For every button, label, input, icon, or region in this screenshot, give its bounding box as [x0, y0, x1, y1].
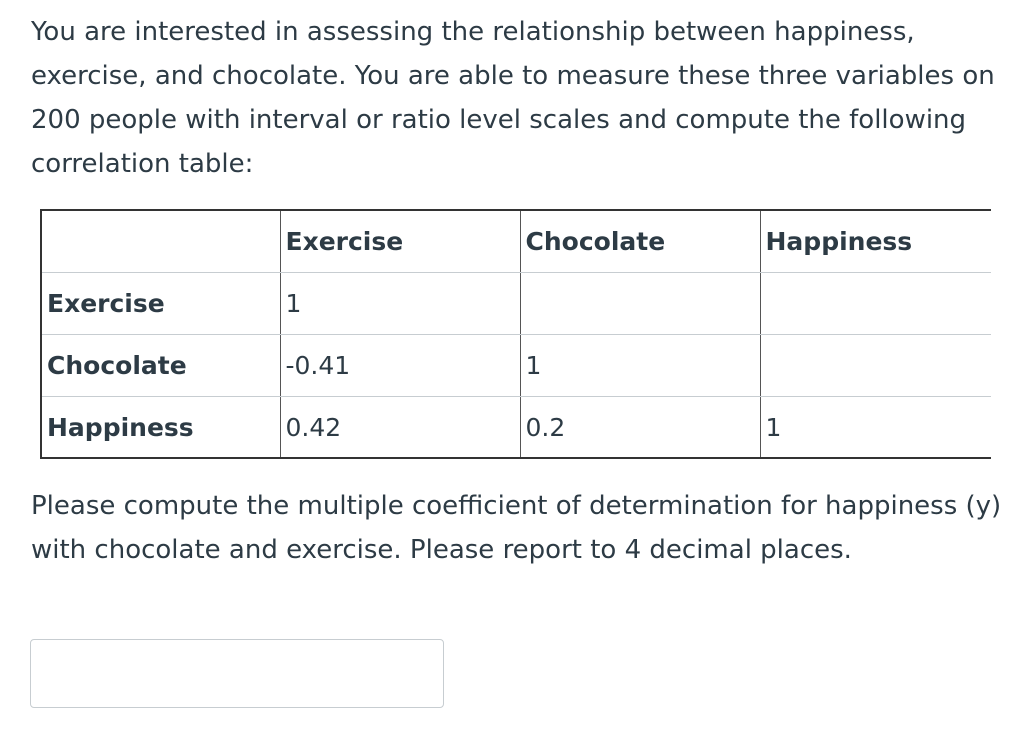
table-cell — [520, 272, 760, 334]
table-cell: -0.41 — [280, 334, 520, 396]
row-header-chocolate: Chocolate — [41, 334, 280, 396]
row-header-exercise: Exercise — [41, 272, 280, 334]
table-cell — [760, 334, 991, 396]
table-cell — [760, 272, 991, 334]
table-cell: 0.2 — [520, 396, 760, 458]
table-cell: 1 — [280, 272, 520, 334]
table-cell: 1 — [520, 334, 760, 396]
column-header-chocolate: Chocolate — [520, 210, 760, 272]
table-row-chocolate — [41, 334, 991, 396]
table-header-row — [41, 210, 991, 272]
table-row-happiness — [41, 396, 991, 458]
table-row-exercise — [41, 272, 991, 334]
correlation-table — [40, 209, 991, 459]
answer-input[interactable] — [30, 639, 444, 708]
table-corner-cell — [41, 210, 280, 272]
row-header-happiness: Happiness — [41, 396, 280, 458]
question-paragraph: Please compute the multiple coefficient of determination for happiness (y) with chocolate and exercise. Please report to 4 decimal places. — [31, 491, 1002, 565]
column-header-happiness: Happiness — [760, 210, 991, 272]
column-header-exercise: Exercise — [280, 210, 520, 272]
intro-paragraph: You are interested in assessing the relationship between happiness, exercise, and chocolate. You are able to measure these three variables on 200 people with interval or ratio level scales and compute the following correlation table: — [31, 17, 995, 179]
table-cell: 1 — [760, 396, 991, 458]
table-cell: 0.42 — [280, 396, 520, 458]
